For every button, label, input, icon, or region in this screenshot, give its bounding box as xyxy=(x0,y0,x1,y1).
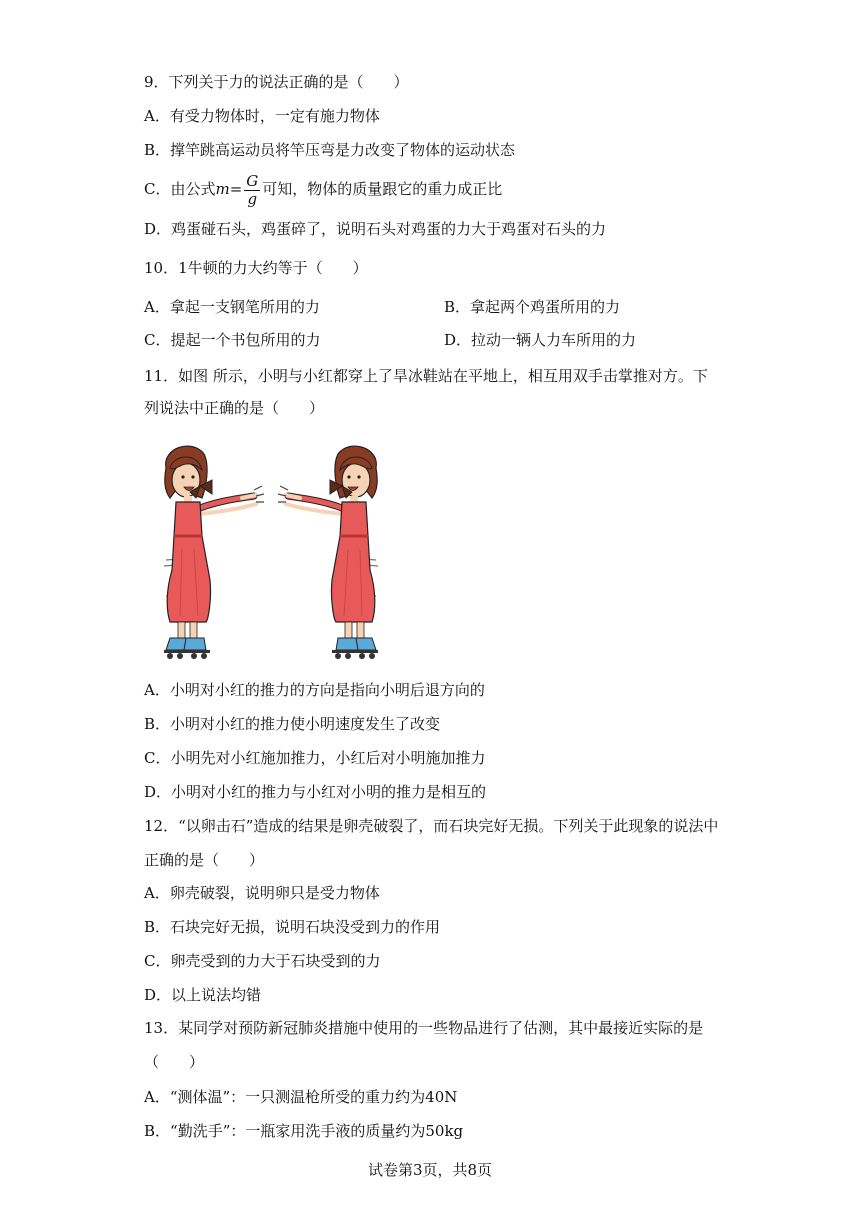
q11-option-c: C．小明先对小红施加推力，小红后对小明施加推力 xyxy=(144,749,486,767)
girl-figure xyxy=(164,446,264,659)
formula-equals: = xyxy=(229,180,243,198)
q9-option-c xyxy=(144,170,502,208)
q10-option-c: C．提起一个书包所用的力 xyxy=(144,331,321,349)
q11-option-a: A．小明对小红的推力的方向是指向小明后退方向的 xyxy=(144,681,485,699)
girl-figure-mirrored xyxy=(278,446,378,659)
q9-stem: 9．下列关于力的说法正确的是（ ） xyxy=(144,73,409,91)
q12-option-a: A．卵壳破裂，说明卵只是受力物体 xyxy=(144,884,380,902)
q11-stem-line2: 列说法中正确的是（ ） xyxy=(144,399,325,417)
q9-option-c-suffix: 可知，物体的质量跟它的重力成正比 xyxy=(262,180,503,198)
q13-stem-line2: （ ） xyxy=(144,1053,205,1071)
q9-option-c-prefix: C．由公式 xyxy=(144,180,216,198)
formula-numerator: G xyxy=(246,171,259,190)
formula-denominator: g xyxy=(247,189,258,208)
q11-option-d: D．小明对小红的推力与小红对小明的推力是相互的 xyxy=(144,783,487,801)
q11-stem-line1: 11．如图 所示，小明与小红都穿上了旱冰鞋站在平地上，相互用双手击掌推对方。下 xyxy=(144,367,708,385)
q12-stem-line2: 正确的是（ ） xyxy=(144,851,265,869)
q10-option-b: B．拿起两个鸡蛋所用的力 xyxy=(444,298,621,316)
q9-option-b: B．撑竿跳高运动员将竿压弯是力改变了物体的运动状态 xyxy=(144,141,516,159)
q11-figure-two-girls-skating xyxy=(152,440,392,666)
q10-stem: 10．1牛顿的力大约等于（ ） xyxy=(144,259,368,277)
q10-option-a: A．拿起一支钢笔所用的力 xyxy=(144,298,320,316)
q10-option-d: D．拉动一辆人力车所用的力 xyxy=(444,331,637,349)
formula-mass-var: m xyxy=(215,180,230,198)
page-footer: 试卷第3页，共8页 xyxy=(367,1161,493,1179)
q11-option-b: B．小明对小红的推力使小明速度发生了改变 xyxy=(144,715,441,733)
q9-option-a: A．有受力物体时，一定有施力物体 xyxy=(144,107,380,125)
q12-stem-line1: 12．“以卵击石”造成的结果是卵壳破裂了，而石块完好无损。下列关于此现象的说法中 xyxy=(144,817,719,835)
q13-option-b: B．“勤洗手”：一瓶家用洗手液的质量约为50kg xyxy=(144,1122,464,1140)
formula-fraction xyxy=(244,173,260,208)
q12-option-d: D．以上说法均错 xyxy=(144,986,262,1004)
q9-option-d: D．鸡蛋碰石头，鸡蛋碎了，说明石头对鸡蛋的力大于鸡蛋对石头的力 xyxy=(144,220,607,238)
q13-stem-line1: 13．某同学对预防新冠肺炎措施中使用的一些物品进行了估测，其中最接近实际的是 xyxy=(144,1019,704,1037)
q12-option-b: B．石块完好无损，说明石块没受到力的作用 xyxy=(144,918,441,936)
q12-option-c: C．卵壳受到的力大于石块受到的力 xyxy=(144,952,381,970)
q13-option-a: A．“测体温”：一只测温枪所受的重力约为40N xyxy=(144,1088,458,1106)
